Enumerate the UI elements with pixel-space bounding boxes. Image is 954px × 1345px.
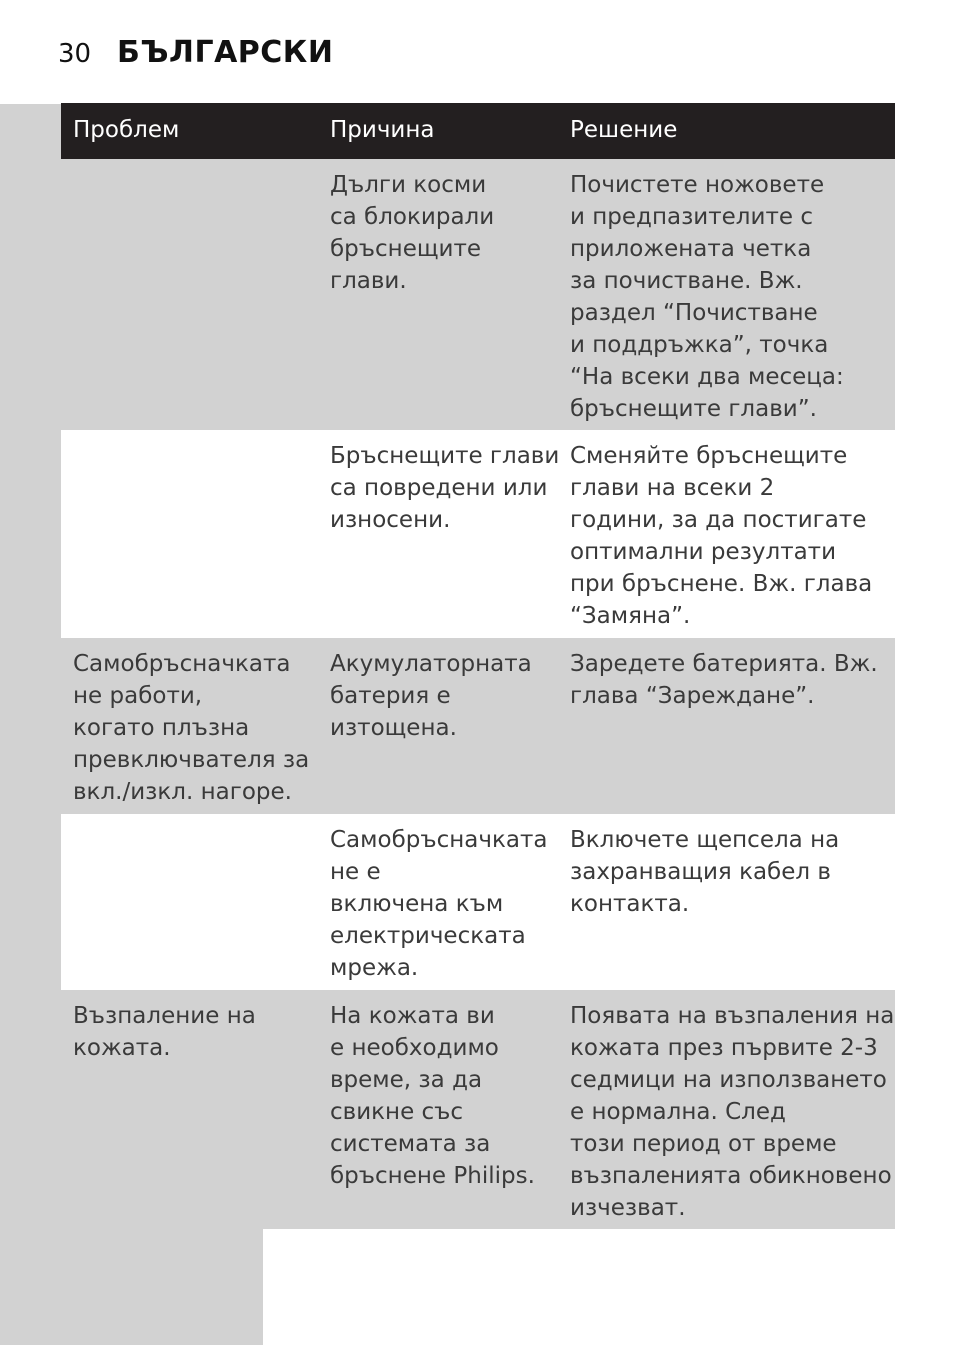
solution-text-line: и предпазителите с — [570, 204, 813, 230]
solution-text-line: този период от време — [570, 1131, 837, 1157]
cell-cause — [317, 814, 557, 990]
problem-text-line: превключвателя за — [73, 747, 310, 773]
solution-text-line: изчезват. — [570, 1195, 686, 1221]
cause-text-line: включена към — [330, 891, 504, 917]
solution-text-line: Включете щепсела на — [570, 827, 840, 853]
table-row — [61, 430, 895, 638]
cause-text-line: Дълги косми — [330, 172, 487, 198]
table-body — [61, 159, 895, 1229]
solution-text-line: глави на всеки 2 — [570, 475, 775, 501]
problem-text-line: не работи, — [73, 683, 203, 709]
solution-text-line: за почистване. Вж. — [570, 268, 803, 294]
cause-text-line: не е — [330, 859, 381, 885]
solution-text-line: “На всеки два месеца: — [570, 364, 844, 390]
table-row — [61, 159, 895, 430]
problem-text-line: кожата. — [73, 1035, 171, 1061]
cause-text-line: мрежа. — [330, 955, 419, 981]
cause-text-line: износени. — [330, 507, 451, 533]
header-problem: Проблем — [73, 117, 180, 143]
solution-text-line: бръснещите глави”. — [570, 396, 817, 422]
cause-text-line: са повредени или — [330, 475, 548, 501]
header-solution: Решение — [570, 117, 678, 143]
header-cause: Причина — [330, 117, 435, 143]
cell-solution — [557, 159, 895, 430]
cause-text-line: време, за да — [330, 1067, 483, 1093]
cell-problem — [61, 990, 317, 1229]
solution-text-line: седмици на използването — [570, 1067, 887, 1093]
table-row — [61, 814, 895, 990]
cause-text-line: Самобръсначката — [330, 827, 548, 853]
cause-text-line: свикне със — [330, 1099, 464, 1125]
cause-text-line: изтощена. — [330, 715, 457, 741]
solution-text-line: оптимални резултати — [570, 539, 837, 565]
table-row — [61, 638, 895, 814]
cell-problem — [61, 814, 317, 990]
solution-text-line: Появата на възпаления на — [570, 1003, 895, 1029]
cause-text-line: електрическата — [330, 923, 526, 949]
cause-text-line: бръснещите — [330, 236, 482, 262]
cell-solution — [557, 430, 895, 638]
solution-text-line: при бръснене. Вж. глава — [570, 571, 873, 597]
table-row — [61, 990, 895, 1229]
solution-text-line: възпаленията обикновено — [570, 1163, 892, 1189]
page-number: 30 — [58, 39, 92, 69]
solution-text-line: глава “Зареждане”. — [570, 683, 815, 709]
solution-text-line: е нормална. След — [570, 1099, 786, 1125]
problem-text-line: Самобръсначката — [73, 651, 291, 677]
cause-text-line: Акумулаторната — [330, 651, 532, 677]
problem-text-line: Възпаление на — [73, 1003, 256, 1029]
section-title: БЪЛГАРСКИ — [117, 35, 334, 70]
cause-text-line: На кожата ви — [330, 1003, 495, 1029]
solution-text-line: раздел “Почистване — [570, 300, 818, 326]
cell-cause — [317, 990, 557, 1229]
solution-text-line: приложената четка — [570, 236, 812, 262]
cell-cause — [317, 159, 557, 430]
solution-text-line: Заредете батерията. Вж. — [570, 651, 878, 677]
cell-cause — [317, 638, 557, 814]
cause-text-line: глави. — [330, 268, 407, 294]
cell-solution — [557, 814, 895, 990]
table-header-row — [61, 103, 895, 159]
cause-text-line: Бръснещите глави — [330, 443, 560, 469]
solution-text-line: Сменяйте бръснещите — [570, 443, 848, 469]
cause-text-line: системата за — [330, 1131, 491, 1157]
cause-text-line: бръснене Philips. — [330, 1163, 535, 1189]
cell-problem — [61, 159, 317, 430]
cell-solution — [557, 990, 895, 1229]
solution-text-line: контакта. — [570, 891, 690, 917]
problem-text-line: когато плъзна — [73, 715, 250, 741]
cause-text-line: батерия е — [330, 683, 451, 709]
cell-problem — [61, 430, 317, 638]
cause-text-line: е необходимо — [330, 1035, 499, 1061]
solution-text-line: години, за да постигате — [570, 507, 867, 533]
cause-text-line: са блокирали — [330, 204, 495, 230]
solution-text-line: захранващия кабел в — [570, 859, 831, 885]
troubleshooting-table — [61, 103, 895, 1229]
solution-text-line: и поддръжка”, точка — [570, 332, 829, 358]
solution-text-line: кожата през първите 2-3 — [570, 1035, 878, 1061]
problem-text-line: вкл./изкл. нагоре. — [73, 779, 292, 805]
cell-solution — [557, 638, 895, 814]
cell-problem — [61, 638, 317, 814]
cell-cause — [317, 430, 560, 638]
solution-text-line: Почистете ножовете — [570, 172, 825, 198]
solution-text-line: “Замяна”. — [570, 603, 691, 629]
